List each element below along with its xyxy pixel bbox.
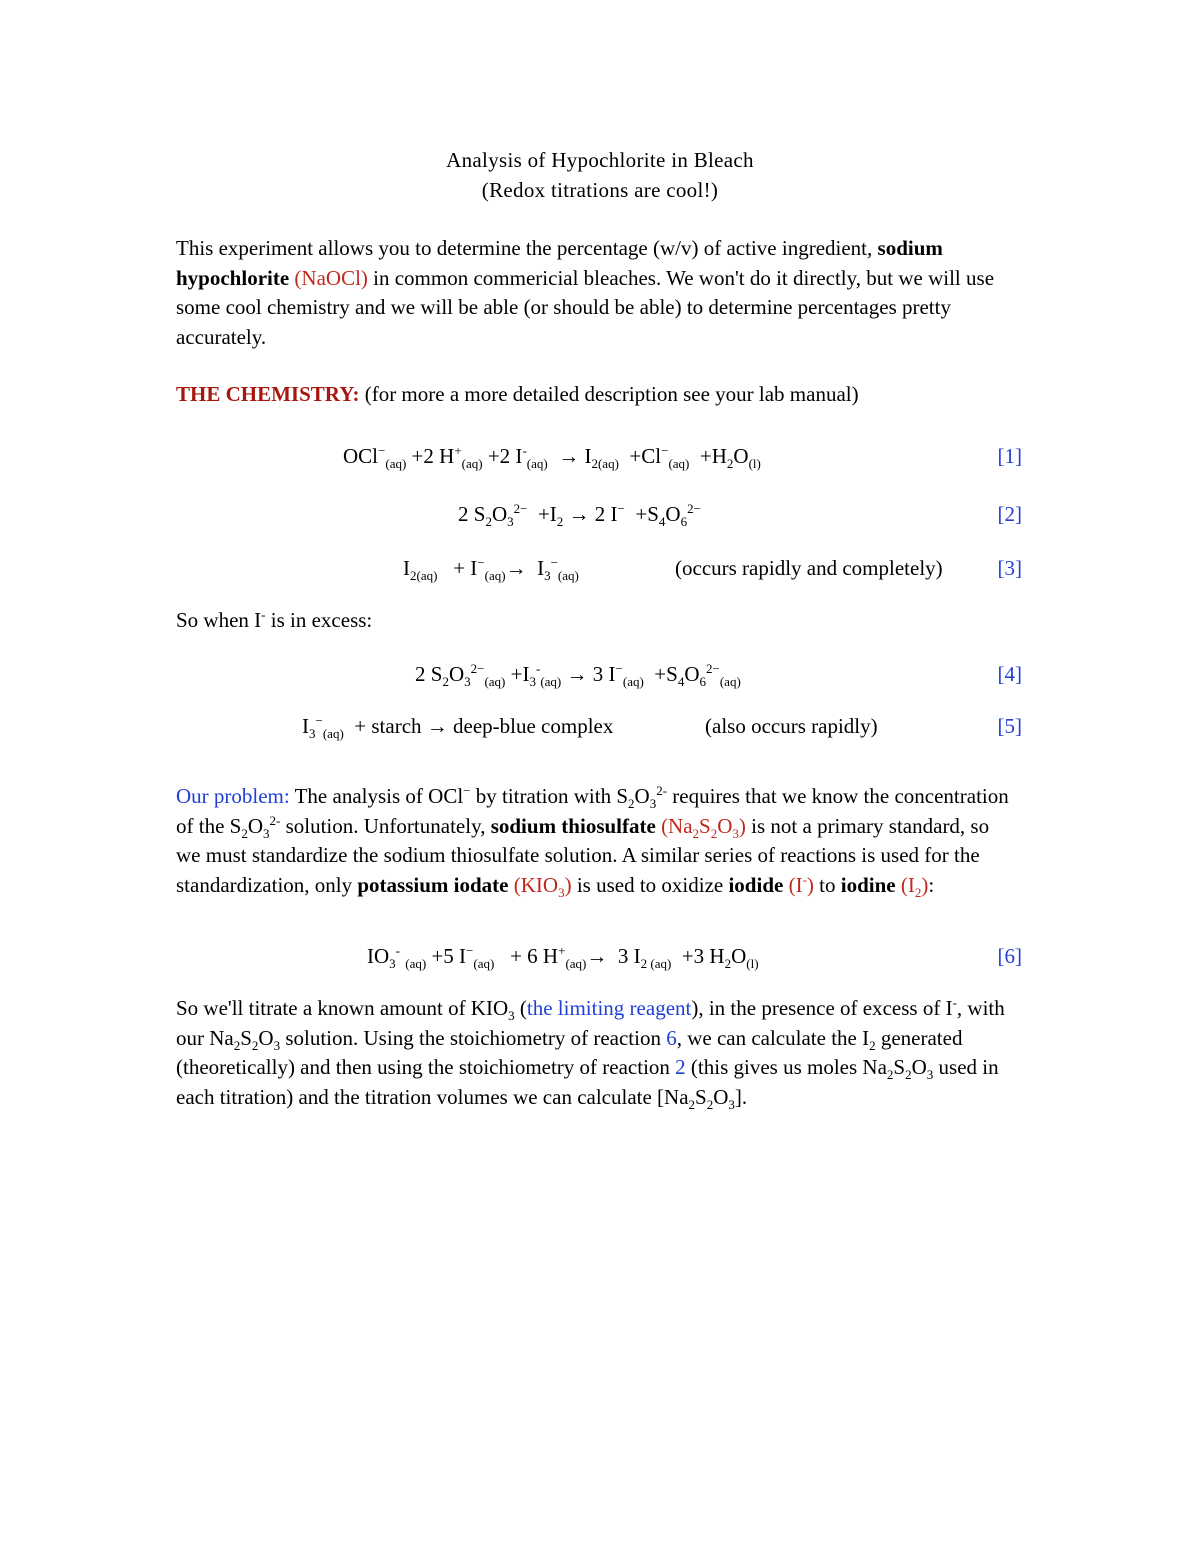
chemistry-heading: THE CHEMISTRY: xyxy=(176,382,360,406)
potassium-iodate-term: potassium iodate xyxy=(357,873,509,898)
equation-6: $IO_3^-$ $_{(aq)}$ +5 $I^-_{(aq)} + 6$ $H^+_{(aq)}\to 3$ $I_{2 (aq)} +3$ $H_2O_{(l)}$ xyxy=(367,943,759,972)
equation-2-number: [2] xyxy=(997,502,1022,526)
equation-3-note: (occurs rapidly and completely) xyxy=(675,556,943,580)
equation-3: $I_{2(aq)} + I^-_{(aq)}\to I_3^-_{(aq)}$ xyxy=(403,555,579,584)
iodide-term: iodide xyxy=(728,873,784,898)
intro-paragraph: This experiment allows you to determine the percentage (w/v) of active ingredient, sodium hypochlorite (NaOCl) in common commericial bleaches. We won't do it directly, but we will use some cool chemistry and we will be able (or should be able) to determine percentages pretty accurately. xyxy=(176,236,995,350)
excess-statement: So when I- is in excess: xyxy=(176,607,373,632)
kio3-formula: $(KIO_3)$ xyxy=(513,873,572,901)
thiosulfate-formula: $(Na_2S_2O_3)$ xyxy=(661,813,746,841)
iodine-term: iodine xyxy=(840,873,896,898)
naocl-formula: (NaOCl) xyxy=(294,265,368,290)
equation-3-number: [3] xyxy=(997,556,1022,580)
document-subtitle: (Redox titrations are cool!) xyxy=(481,178,719,202)
iodine-formula: $(I_2)$ xyxy=(900,873,929,901)
equation-5-number: [5] xyxy=(997,714,1022,738)
equation-4-number: [4] xyxy=(997,662,1022,686)
equation-1-number: [1] xyxy=(997,444,1022,468)
iodide-formula: (I-) xyxy=(788,872,814,898)
document-title: Analysis of Hypochlorite in Bleach xyxy=(446,148,754,172)
problem-label: Our problem: xyxy=(176,784,290,808)
sodium-thiosulfate-term: sodium thiosulfate xyxy=(490,813,656,838)
limiting-reagent-link: the limiting reagent xyxy=(526,996,692,1020)
problem-paragraph: Our problem: The analysis of OCl− by titration with $S_2O_3^{2-}$ requires that we know the concentration of the $S_2O_3^{2-}$ solution. Unfortunately, sodium thiosulfate $(Na_2S_2O_3)$ is not a primary standard, so we must standardize the sodium thiosulfate solution. A similar series of reactions is used for the standardization, only potassium iodate $(KIO_3)$ is used to oxidize iodide (I-) to iodine $(I_2)$: xyxy=(176,783,1009,901)
equation-1: OCl−$_{(aq)}$ +2 $H^+_{(aq)} +2$ $I^-_{(aq)} \to I_{2(aq)} +Cl^-_{(aq)} +H_2O_{(l)}$ xyxy=(343,443,761,472)
equation-6-number: [6] xyxy=(997,944,1022,968)
sodium-hypochlorite-term: sodium hypochlorite xyxy=(176,236,943,290)
equation-4: 2 $S_2O_3^{2-}_{(aq)} +I_3^-_{(aq)} \to 3$ $I^-_{(aq)} +S_4O_6^{2-}_{(aq)}$ xyxy=(415,661,741,690)
reaction-6-ref: 6 xyxy=(666,1025,677,1050)
equation-5-note: (also occurs rapidly) xyxy=(705,714,878,738)
chemistry-heading-line: THE CHEMISTRY: (for more a more detailed description see your lab manual) xyxy=(176,382,859,406)
equation-5: $I_3^-_{(aq)}$ + starch → deep-blue complex xyxy=(302,713,614,742)
reaction-2-ref: 2 xyxy=(675,1055,686,1080)
final-paragraph: So we'll titrate a known amount of $KIO_3$ (the limiting reagent), in the presence of excess of I-, with our $Na_2S_2O_3$ solution. Using the stoichiometry of reaction 6, we can calculate the $I_2$ generated (theoretically) and then using the stoichiometry of reaction 2 (this gives us moles $Na_2S_2O_3$ used in each titration) and the titration volumes we can calculate $[Na_2S_2O_3]$. xyxy=(176,995,1005,1113)
equation-2: 2 $S_2O_3^{2-} +I_2 \to 2$ $I^- +S_4O_6^{2-}$ xyxy=(458,501,701,530)
